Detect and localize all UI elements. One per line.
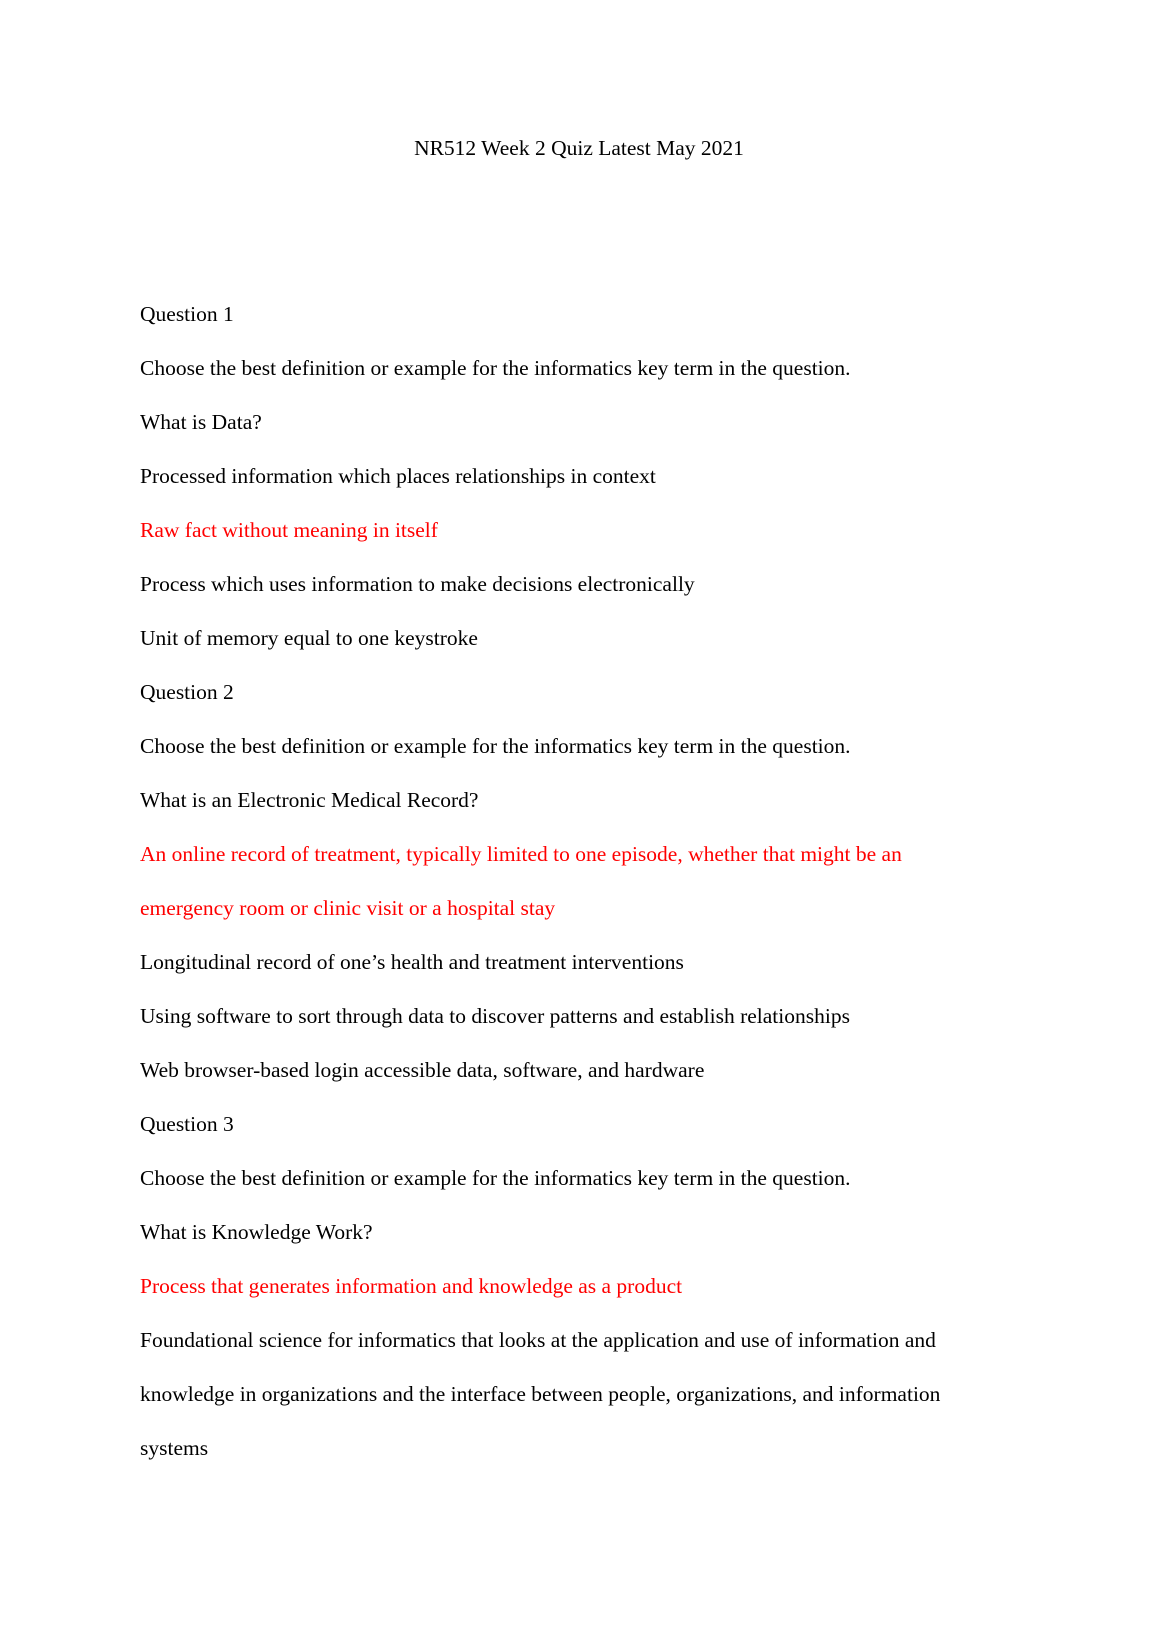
correct-answer-continued: emergency room or clinic visit or a hospital stay [140,896,556,920]
answer-option: Web browser-based login accessible data, software, and hardware [140,1058,705,1082]
answer-option: Unit of memory equal to one keystroke [140,626,478,650]
answer-option: Using software to sort through data to discover patterns and establish relationships [140,1004,850,1028]
question-heading: Question 2 [140,680,234,704]
answer-option: Longitudinal record of one’s health and treatment interventions [140,950,684,974]
document-title: NR512 Week 2 Quiz Latest May 2021 [414,136,744,160]
answer-option-continued: knowledge in organizations and the interface between people, organizations, and information [140,1382,941,1406]
correct-answer: An online record of treatment, typically limited to one episode, whether that might be an [140,842,902,866]
question-prompt: What is Data? [140,410,262,434]
question-instruction: Choose the best definition or example for the informatics key term in the question. [140,734,851,758]
quiz-content [140,287,1040,1475]
correct-answer: Process that generates information and knowledge as a product [140,1274,683,1298]
question-instruction: Choose the best definition or example for the informatics key term in the question. [140,1166,851,1190]
answer-option: Foundational science for informatics that looks at the application and use of information and [140,1328,936,1352]
answer-option-continued: systems [140,1436,209,1460]
answer-option: Process which uses information to make decisions electronically [140,572,695,596]
question-instruction: Choose the best definition or example for the informatics key term in the question. [140,356,851,380]
question-prompt: What is an Electronic Medical Record? [140,788,479,812]
question-prompt: What is Knowledge Work? [140,1220,373,1244]
correct-answer: Raw fact without meaning in itself [140,518,438,542]
question-heading: Question 1 [140,302,234,326]
question-heading: Question 3 [140,1112,234,1136]
answer-option: Processed information which places relationships in context [140,464,656,488]
